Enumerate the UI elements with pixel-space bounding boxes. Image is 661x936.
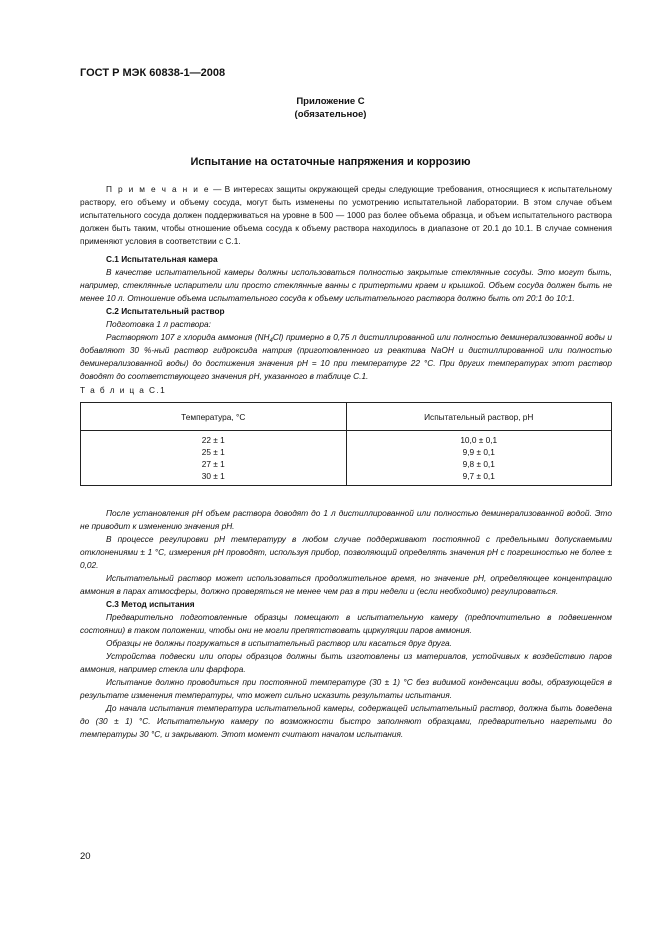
table-caption: Т а б л и ц а С.1 — [80, 385, 167, 395]
c2-heading: С.2 Испытательный раствор — [106, 306, 225, 316]
temp-value: 25 ± 1 — [201, 447, 225, 457]
c2-text — [80, 331, 612, 383]
after-table-block — [80, 507, 612, 741]
note-block — [80, 183, 612, 248]
section-title: Испытание на остаточные напряжения и коррозию — [190, 156, 471, 168]
c3-para: Предварительно подготовленные образцы помещают в испытательную камеру (предпочтительно в подвешенном состоянии) в таком положении, чтобы они не могли препятствовать циркуляции паров аммония. — [80, 612, 612, 635]
c1-block — [80, 253, 612, 383]
c2-sub: Подготовка 1 л раствора: — [106, 319, 211, 329]
ph-value: 9,7 ± 0,1 — [462, 471, 495, 481]
c2-text-a: Растворяют 107 г хлорида аммония (NH — [106, 332, 270, 342]
c3-para: Образцы не должны погружаться в испытательный раствор или касаться друг друга. — [106, 638, 452, 648]
appendix-status: (обязательное) — [294, 109, 367, 120]
c1-heading: С.1 Испытательная камера — [106, 254, 218, 264]
table-body-row — [81, 431, 612, 486]
c3-para: До начала испытания температура испытательной камеры, содержащей испытательный раствор, должна быть доведена до (30 ± 1) °С. Испытательную камеру по возможности быстро заполняют образцами, предварительно нагретыми до температуры 30 °С, и закрывают. Этот момент считают началом испытания. — [80, 703, 612, 739]
c2-text-sub: 4 — [269, 338, 273, 344]
note-text: — В интересах защиты окружающей среды следующие требования, относящиеся к испытательному раствору, его объему и объему сосуда, могут быть изменены по усмотрению испытательной лаборатории. В этом случае объем испытательного сосуда должен поддерживаться на уровне в 500 — 1000 раз более объема образца, и объем испытательного раствора должен быть таким, чтобы отношение объема сосуда к объему раствора находилось в диапазоне от 20.1 до 10.1. В случае сомнения применяют условия в соответствии с С.1. — [80, 184, 613, 246]
col-header-temperature: Температура, °С — [81, 403, 347, 431]
appendix-title: Приложение С — [296, 96, 365, 107]
document-header: ГОСТ Р МЭК 60838-1—2008 — [80, 67, 226, 79]
cell-ph — [346, 431, 612, 486]
note-label: П р и м е ч а н и е — [106, 184, 210, 194]
c3-para: Испытание должно проводиться при постоянной температуре (30 ± 1) °С без видимой конденсации воды, образующейся в результате изменения температуры, что может сильно исказить результаты испытания. — [80, 677, 612, 700]
c2-text-b: Cl) примерно в 0,75 л дистиллированной или полностью деминерализованной воды и добавляют 30 %-ный раствор гидроксида натрия (приготовленного из реактива NaOH и дистиллированной или полностью деминерализованной воды) до достижения значения pH = 10 при температуре 22 °С. При других температурах этот раствор доводят до соответствующего значения pH, указанного в таблице С.1. — [80, 332, 612, 381]
after-para: После установления pH объем раствора доводят до 1 л дистиллированной или полностью деминерализованной водой. Это не приводит к изменению значения pH. — [80, 508, 612, 531]
temp-value: 22 ± 1 — [201, 435, 225, 445]
ph-value: 9,9 ± 0,1 — [462, 447, 495, 457]
ph-value: 10,0 ± 0,1 — [460, 435, 498, 445]
c3-para: Устройства подвески или опоры образцов должны быть изготовлены из материалов, устойчивых к воздействию паров аммония, например стекла или фарфора. — [80, 651, 612, 674]
cell-temperatures — [81, 431, 347, 486]
temp-value: 30 ± 1 — [201, 471, 225, 481]
col-header-ph: Испытательный раствор, pH — [346, 403, 612, 431]
after-para: Испытательный раствор может использоваться продолжительное время, но значение pH, определяющее концентрацию аммония в парах атмосферы, должно проверяться не менее чем раз в три недели и (если необходимо) регулироваться. — [80, 573, 612, 596]
temp-value: 27 ± 1 — [201, 459, 225, 469]
ph-value: 9,8 ± 0,1 — [462, 459, 495, 469]
data-table — [80, 402, 612, 486]
c1-text: В качестве испытательной камеры должны использоваться полностью закрытые стеклянные сосуды. Это могут быть, например, стеклянные испарители или просто стеклянные ванны с притертыми краем и крышкой. Объем сосуда должен быть не менее 10 л. Отношение объема испытательного сосуда к объему испытательного раствора должно быть от 20:1 до 10:1. — [80, 267, 612, 303]
page-number: 20 — [80, 851, 91, 862]
table-header-row — [81, 403, 612, 431]
after-para: В процессе регулировки pH температуру в любом случае поддерживают постоянной с предельными допускаемыми отклонениями ± 1 °С, измерения pH проводят, используя прибор, позволяющий определять значения pH с погрешностью не более ± 0,02. — [80, 534, 612, 570]
c3-heading: С.3 Метод испытания — [106, 599, 195, 609]
